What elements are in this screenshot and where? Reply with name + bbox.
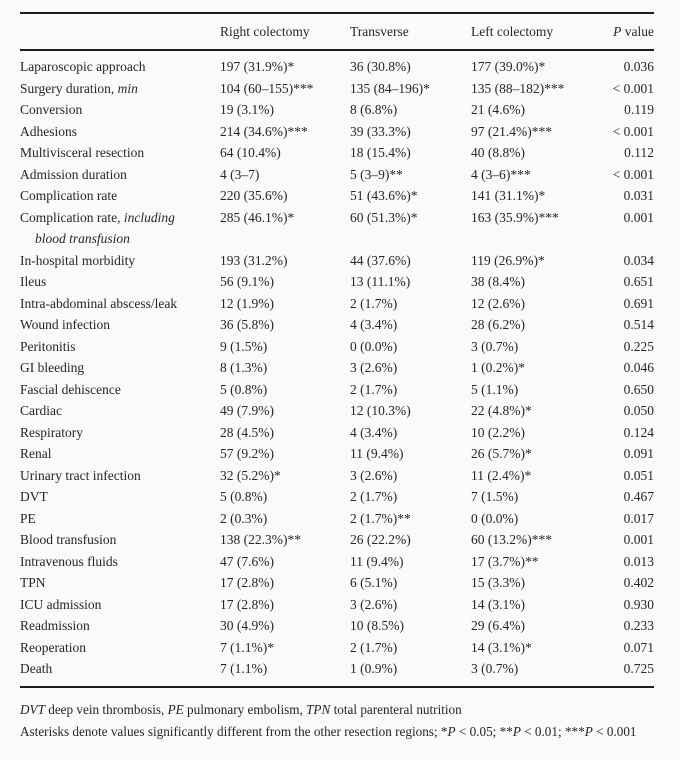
left-colectomy-cell: 12 (2.6%) [471,295,525,311]
table-row [20,185,654,207]
row-label: Ileus [20,274,47,289]
row-label: In-hospital morbidity [20,252,136,268]
transverse-cell: 2 (1.7%) [350,489,398,504]
table-row [20,357,654,379]
transverse-cell: 0 (0.0%) [350,338,398,354]
right-colectomy-cell: 214 (34.6%)*** [220,123,308,139]
p-value-cell: 0.725 [623,661,654,676]
right-colectomy-cell: 12 (1.9%) [220,295,274,311]
left-colectomy-cell: 97 (21.4%)*** [471,123,552,139]
p-value-cell: 0.124 [623,424,654,440]
left-colectomy-cell: 38 (8.4%) [471,274,525,289]
right-colectomy-cell: 4 (3–7) [220,166,260,182]
right-colectomy-cell: 193 (31.2%) [220,252,288,268]
row-label: Wound infection [20,317,111,332]
row-label: Laparoscopic approach [20,59,146,74]
left-colectomy-cell: 4 (3–6)*** [471,166,531,182]
p-value-cell: 0.112 [624,145,654,160]
p-value-cell: 0.091 [623,446,654,461]
transverse-cell: 3 (2.6%) [350,596,398,612]
table-row [20,293,654,315]
row-label: Conversion [20,102,83,117]
p-value-cell: 0.017 [623,510,654,526]
column-header-transverse: Transverse [350,13,471,50]
table-row [20,142,654,164]
table-row [20,271,654,293]
left-colectomy-cell: 22 (4.8%)* [471,403,532,418]
p-value-cell: 0.650 [623,381,654,397]
row-label: Reoperation [20,639,86,655]
left-colectomy-cell: 40 (8.8%) [471,145,525,160]
left-colectomy-cell: 29 (6.4%) [471,618,525,633]
p-value-cell: 0.071 [623,639,654,655]
table-row [20,314,654,336]
right-colectomy-cell: 5 (0.8%) [220,381,268,397]
row-label: Adhesions [20,123,77,139]
right-colectomy-cell: 32 (5.2%)* [220,467,281,483]
table-row [20,529,654,551]
transverse-cell: 1 (0.9%) [350,661,398,676]
table-row [20,164,654,186]
right-colectomy-cell: 19 (3.1%) [220,102,274,117]
p-value-cell: 0.001 [623,209,654,225]
right-colectomy-cell: 220 (35.6%) [220,188,288,203]
table-body [20,50,654,687]
p-value-cell: 0.119 [624,102,654,117]
transverse-cell: 6 (5.1%) [350,575,398,590]
row-label: PE [20,510,36,526]
transverse-cell: 60 (51.3%)* [350,209,418,225]
table-row [20,486,654,508]
table-row [20,207,654,250]
row-label: Urinary tract infection [20,467,141,483]
left-colectomy-cell: 163 (35.9%)*** [471,209,559,225]
transverse-cell: 135 (84–196)* [350,80,430,96]
transverse-cell: 11 (9.4%) [350,446,404,461]
row-label: Fascial dehiscence [20,381,121,397]
p-value-cell: 0.467 [623,489,654,504]
left-colectomy-cell: 11 (2.4%)* [471,467,532,483]
transverse-cell: 4 (3.4%) [350,424,398,440]
transverse-cell: 36 (30.8%) [350,59,411,74]
left-colectomy-cell: 177 (39.0%)* [471,59,546,74]
right-colectomy-cell: 49 (7.9%) [220,403,274,418]
p-value-cell: 0.514 [623,317,654,332]
transverse-cell: 12 (10.3%) [350,403,411,418]
column-header-left-colectomy: Left colectomy [471,13,583,50]
results-table [20,12,654,688]
table-row [20,379,654,401]
left-colectomy-cell: 17 (3.7%)** [471,553,539,569]
right-colectomy-cell: 30 (4.9%) [220,618,274,633]
p-value-cell: 0.051 [623,467,654,483]
transverse-cell: 2 (1.7%) [350,639,398,655]
right-colectomy-cell: 7 (1.1%) [220,661,268,676]
right-colectomy-cell: 285 (46.1%)* [220,209,295,225]
left-colectomy-cell: 26 (5.7%)* [471,446,532,461]
table-row [20,400,654,422]
column-header-p-value: P value [583,13,654,50]
table-row [20,551,654,573]
row-label: Peritonitis [20,338,76,354]
p-value-cell: 0.034 [623,252,654,268]
right-colectomy-cell: 64 (10.4%) [220,145,281,160]
transverse-cell: 8 (6.8%) [350,102,398,117]
p-value-cell: 0.233 [623,618,654,633]
transverse-cell: 51 (43.6%)* [350,188,418,203]
table-row [20,594,654,616]
p-value-cell: < 0.001 [612,166,654,182]
left-colectomy-cell: 5 (1.1%) [471,381,519,397]
row-label: Intra-abdominal abscess/leak [20,295,178,311]
transverse-cell: 3 (2.6%) [350,360,398,375]
left-colectomy-cell: 1 (0.2%)* [471,360,525,375]
transverse-cell: 3 (2.6%) [350,467,398,483]
row-label: Admission duration [20,166,127,182]
row-label: Renal [20,446,52,461]
p-value-cell: 0.036 [623,59,654,74]
p-value-cell: 0.402 [623,575,654,590]
row-label: Intravenous fluids [20,553,118,569]
left-colectomy-cell: 21 (4.6%) [471,102,525,117]
p-value-cell: 0.050 [623,403,654,418]
right-colectomy-cell: 2 (0.3%) [220,510,268,526]
table-row [20,637,654,659]
row-label-second-line: blood transfusion [35,231,130,246]
p-value-cell: 0.225 [623,338,654,354]
table-row [20,443,654,465]
row-label: Multivisceral resection [20,145,145,160]
table-row [20,121,654,143]
row-label: GI bleeding [20,360,85,375]
right-colectomy-cell: 197 (31.9%)* [220,59,295,74]
abbreviations-footnote: DVT deep vein thrombosis, PE pulmonary embolism, TPN total parenteral nutrition [20,701,462,717]
left-colectomy-cell: 119 (26.9%)* [471,252,545,268]
right-colectomy-cell: 104 (60–155)*** [220,80,314,96]
transverse-cell: 26 (22.2%) [350,532,411,547]
left-colectomy-cell: 14 (3.1%) [471,596,525,612]
transverse-cell: 10 (8.5%) [350,618,404,633]
transverse-cell: 44 (37.6%) [350,252,411,268]
table-header [20,13,654,50]
row-label: Complication rate, including blood transfusion [20,207,220,250]
row-label: Respiratory [20,424,83,440]
table-footnotes [20,701,661,741]
table-row [20,508,654,530]
p-value-cell: 0.691 [623,295,654,311]
right-colectomy-cell: 9 (1.5%) [220,338,268,354]
column-header-right-colectomy: Right colectomy [220,13,350,50]
table-row [20,336,654,358]
significance-footnote: Asterisks denote values significantly different from the other resection regions; *P < 0.05; **P < 0.01; ***P < 0.001 [20,724,637,739]
table-row [20,78,654,100]
transverse-cell: 2 (1.7%)** [350,510,411,526]
right-colectomy-cell: 7 (1.1%)* [220,639,274,655]
p-value-cell: < 0.001 [612,80,654,96]
left-colectomy-cell: 7 (1.5%) [471,489,519,504]
left-colectomy-cell: 3 (0.7%) [471,338,519,354]
transverse-cell: 11 (9.4%) [350,553,404,569]
p-value-cell: 0.651 [623,274,654,289]
transverse-cell: 13 (11.1%) [350,274,411,289]
row-label: Blood transfusion [20,532,117,547]
p-value-cell: 0.930 [623,596,654,612]
p-value-cell: < 0.001 [612,123,654,139]
right-colectomy-cell: 47 (7.6%) [220,553,274,569]
right-colectomy-cell: 17 (2.8%) [220,596,274,612]
row-label: Surgery duration, min [20,80,138,96]
left-colectomy-cell: 10 (2.2%) [471,424,525,440]
row-label: Readmission [20,618,90,633]
table-row [20,658,654,687]
table-row [20,422,654,444]
left-colectomy-cell: 141 (31.1%)* [471,188,546,203]
right-colectomy-cell: 17 (2.8%) [220,575,274,590]
row-label: TPN [20,575,46,590]
row-label: Cardiac [20,403,62,418]
left-colectomy-cell: 14 (3.1%)* [471,639,532,655]
left-colectomy-cell: 60 (13.2%)*** [471,532,552,547]
right-colectomy-cell: 56 (9.1%) [220,274,274,289]
row-label: ICU admission [20,596,102,612]
transverse-cell: 2 (1.7%) [350,295,398,311]
p-value-cell: 0.001 [623,532,654,547]
left-colectomy-cell: 3 (0.7%) [471,661,519,676]
left-colectomy-cell: 0 (0.0%) [471,510,519,526]
row-label: DVT [20,489,48,504]
table-row [20,99,654,121]
table-row [20,465,654,487]
table-row [20,572,654,594]
right-colectomy-cell: 36 (5.8%) [220,317,274,332]
right-colectomy-cell: 8 (1.3%) [220,360,268,375]
table-row [20,50,654,78]
left-colectomy-cell: 135 (88–182)*** [471,80,565,96]
header-empty-cell [20,13,220,50]
p-value-cell: 0.046 [623,360,654,375]
transverse-cell: 4 (3.4%) [350,317,398,332]
p-value-cell: 0.031 [623,188,654,203]
right-colectomy-cell: 28 (4.5%) [220,424,274,440]
left-colectomy-cell: 28 (6.2%) [471,317,525,332]
row-label: Death [20,661,53,676]
table-row [20,250,654,272]
transverse-cell: 18 (15.4%) [350,145,411,160]
right-colectomy-cell: 5 (0.8%) [220,489,268,504]
row-label: Complication rate [20,188,118,203]
transverse-cell: 5 (3–9)** [350,166,403,182]
header-row [20,13,654,50]
transverse-cell: 39 (33.3%) [350,123,411,139]
p-value-cell: 0.013 [623,553,654,569]
left-colectomy-cell: 15 (3.3%) [471,575,525,590]
transverse-cell: 2 (1.7%) [350,381,398,397]
right-colectomy-cell: 57 (9.2%) [220,446,274,461]
right-colectomy-cell: 138 (22.3%)** [220,532,301,547]
table-row [20,615,654,637]
